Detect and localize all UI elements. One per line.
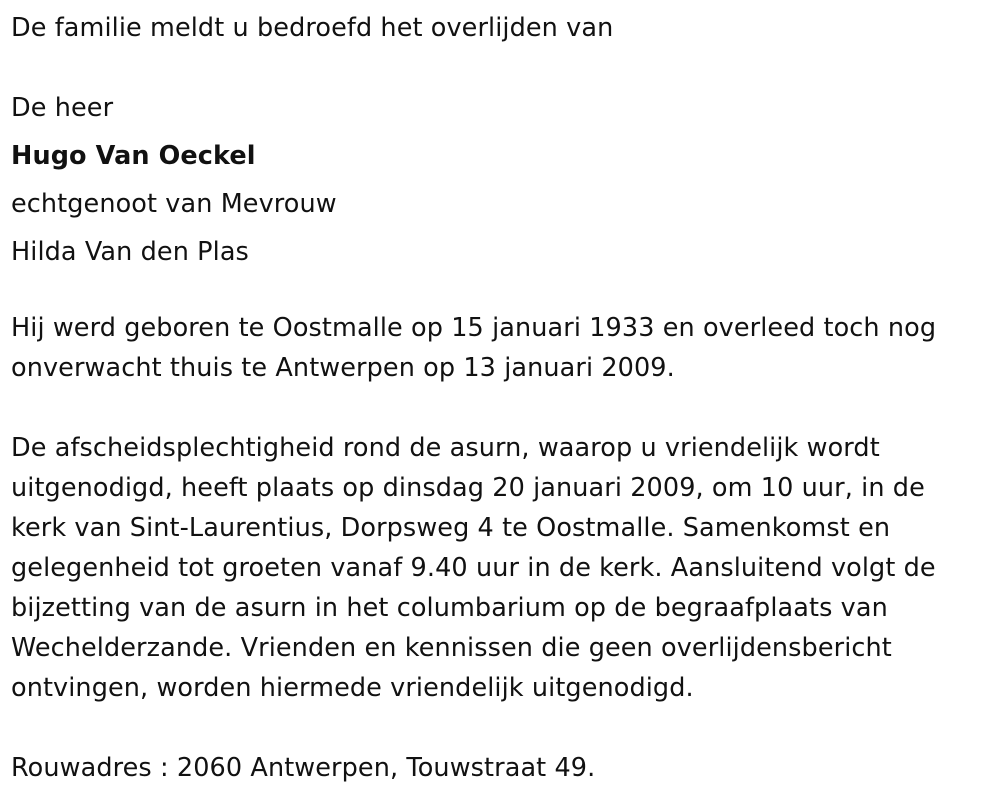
death-notice — [11, 4, 986, 788]
paragraph-line: De afscheidsplechtigheid rond de asurn, waarop u vriendelijk wordt — [11, 433, 880, 463]
paragraph-line: kerk van Sint-Laurentius, Dorpsweg 4 te Oostmalle. Samenkomst en — [11, 513, 891, 543]
paragraph-line: uitgenodigd, heeft plaats op dinsdag 20 januari 2009, om 10 uur, in de — [11, 473, 925, 503]
intro-text: De familie meldt u bedroefd het overlijden van — [11, 13, 614, 43]
spacer — [11, 708, 986, 748]
spacer — [11, 52, 986, 84]
paragraph-line: bijzetting van de asurn in het columbarium op de begraafplaats van — [11, 593, 888, 623]
paragraph-line: gelegenheid tot groeten vanaf 9.40 uur in de kerk. Aansluitend volgt de — [11, 553, 936, 583]
paragraph-line: Hij werd geboren te Oostmalle op 15 januari 1933 en overleed toch nog — [11, 313, 937, 343]
deceased-name: Hugo Van Oeckel — [11, 141, 256, 171]
address-paragraph — [11, 748, 986, 788]
ceremony-paragraph — [11, 428, 986, 708]
spacer — [11, 276, 986, 308]
paragraph-line: ontvingen, worden hiermede vriendelijk uitgenodigd. — [11, 673, 694, 703]
birth-death-paragraph — [11, 308, 986, 388]
mourning-address: Rouwadres : 2060 Antwerpen, Touwstraat 49. — [11, 753, 596, 783]
spouse-line-1: echtgenoot van Mevrouw — [11, 189, 337, 219]
paragraph-line: Wechelderzande. Vrienden en kennissen die geen overlijdensbericht — [11, 633, 892, 663]
spacer — [11, 388, 986, 428]
paragraph-line: onverwacht thuis te Antwerpen op 13 januari 2009. — [11, 353, 675, 383]
title-prefix: De heer — [11, 93, 114, 123]
spouse-line-2: Hilda Van den Plas — [11, 237, 249, 267]
